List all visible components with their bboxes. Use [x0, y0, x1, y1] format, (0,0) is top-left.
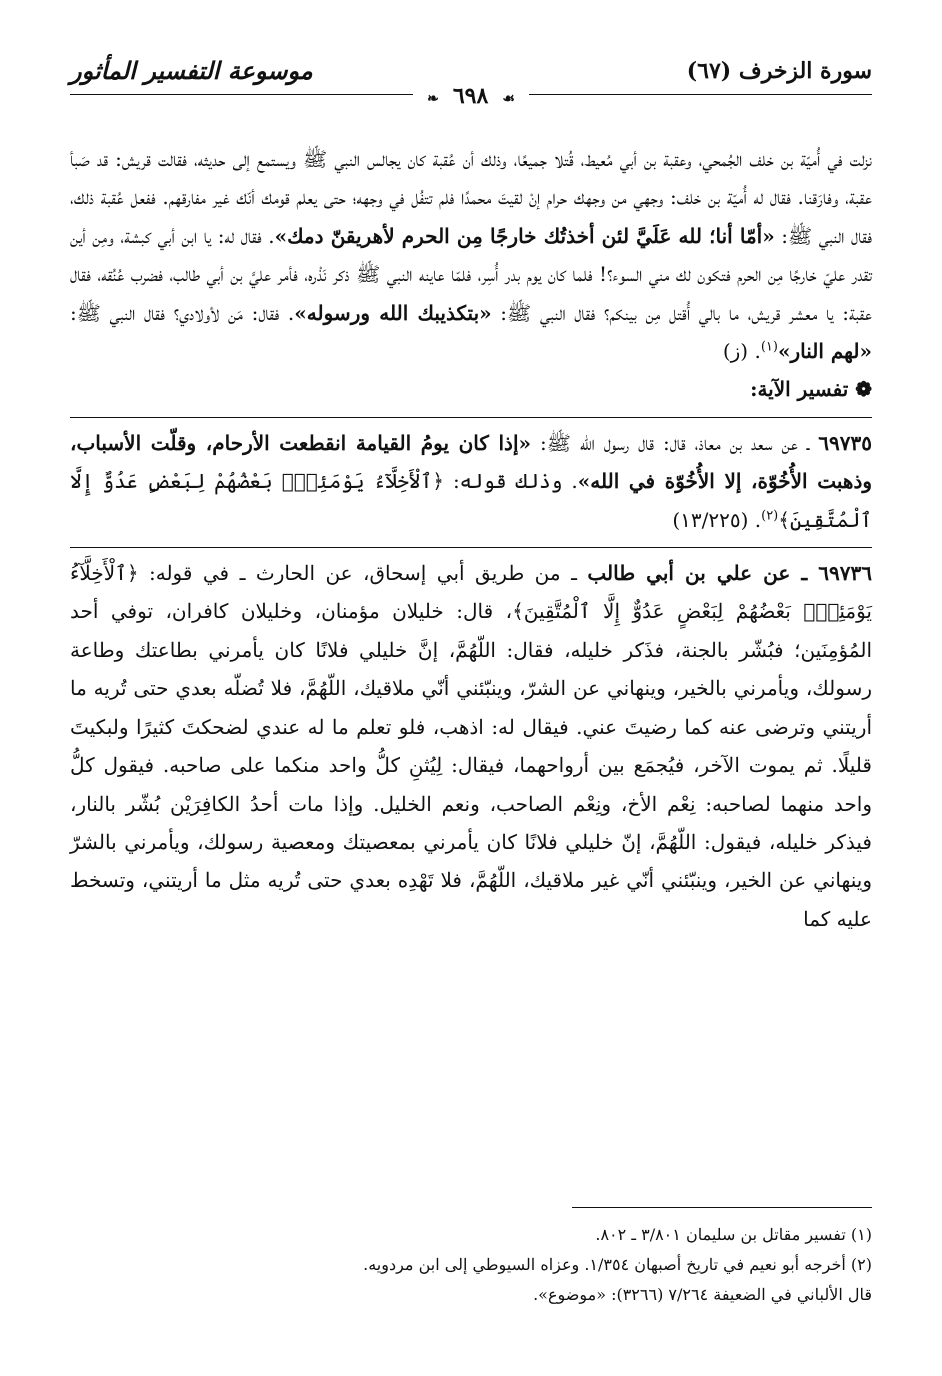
verse-ref: (٦٧) [686, 58, 732, 84]
entry-text: ـ من طريق أبي إسحاق، عن الحارث ـ في قوله: [138, 561, 588, 586]
footnote-1: (١) تفسير مقاتل بن سليمان ٣/٨٠١ ـ ٨٠٢. [595, 1225, 872, 1244]
surah-title: سورة الزخرف [738, 58, 872, 84]
hadith-quote: «إذا كان يومُ القيامة انقطعت الأرحام، وقلّت الأسباب، وذهبت الأُخُوّة، إلا الأُخُوّة في الله» [70, 430, 873, 494]
footnote-2-note: قال الألباني في الضعيفة ٧/٢٦٤ (٣٢٦٦): «موضوع». [533, 1285, 872, 1304]
intro-paragraph [70, 140, 872, 370]
surah-header [687, 58, 872, 84]
entry-69735 [70, 424, 872, 539]
entry-text: . وذلك قوله: [443, 469, 578, 494]
entry-text: ، قال: خليلان مؤمنان، وخليلان كافران، توفي أحد المُؤمِنَين؛ فبُشّر بالجنة، فذَكر خليله، فقال: اللّهُمَّ، إنَّ خليلي فلانًا كان يأمرني بطاعتك وطاعة رسولك، ويأمرني بالخير، وينهاني عن الشرّ، وينبّئني أنّي ملاقيك، اللّهُمَّ، فلا تُضلّه بعدي حتى تُريه ما أريتني وترضى عنه كما رضيتَ عني. فيقال له: اذهب، فلو تعلم ما له عندي لضحكتَ كثيرًا ولبكيتَ قليلًا. ثم يموت الآخر، فيُجمَع بين أرواحهما، فيقال: لِيُثنِ كلُّ واحد منكما على صاحبه. فيقول كلُّ واحد منهما لصاحبه: نِعْم الأخ، ونِعْم الصاحب، ونعم الخليل. وإذا مات أحدُ الكافِرَيْن بُشّر بالنار، فيذكر خليله، فيقول: اللّهُمَّ، إنّ خليلي فلانًا كان يأمرني بمعصيتك ومعصية رسولك، ويأمرني بالشرّ وينهاني عن الخير، وينبّئني أنّي غير ملاقيك، اللّهُمَّ، فلا تَهْدِه بعدي حتى تُريه مثل ما أريتني، وتسخط عليه كما [70, 599, 872, 931]
intro-text-b: . فقال له: يا ابن أبي كبشة، ومِن أين تقدر عليّ خارجًا مِن الحرم فتكون لك مني السوء؟! فلما كان يوم بدر أُسِر، فلمّا عاينه النبي ﷺ ذكر نَذْره، فأمر عليَّ بن أبي طالب، فضرب عُنُقه، فقال عقبة: يا معشر قريش، ما بالي أُقتل مِن بينكم؟ فقال النبي ﷺ: [70, 223, 873, 325]
ornament-left-icon: ❧ [423, 91, 443, 107]
ornament-right-icon: ☙ [498, 91, 519, 107]
page-number-box [0, 83, 942, 109]
quran-verse: ﴿ٱلْأَخِلَّآءُ يَوْمَئِذِۭ بَعْضُهُمْ لِبَعْضٍ عَدُوٌّ إِلَّا ٱلْمُتَّقِينَ﴾ [70, 469, 872, 532]
hadith-quote-c: «لهم النار» [777, 339, 872, 364]
footnotes [70, 1220, 872, 1310]
section-title: ❁ تفسير الآية: [750, 377, 872, 402]
hadith-quote-b: «بتكذيبك الله ورسوله» [294, 300, 492, 325]
section-divider [70, 417, 872, 418]
entry-69736 [70, 554, 872, 938]
quran-verse: ﴿ٱلْأَخِلَّآءُ يَوْمَئِذِۭ بَعْضُهُمْ لِبَعْضٍ عَدُوٌّ إِلَّا ٱلْمُتَّقِينَ﴾ [70, 561, 872, 624]
footnote-rule [572, 1207, 872, 1208]
book-title: موسوعة التفسير المأثور [70, 56, 313, 85]
entry-number: ٦٩٧٣٦ [818, 561, 872, 586]
volume-ref: . (١٣/٢٢٥) [672, 507, 762, 532]
entry-number: ٦٩٧٣٥ [818, 430, 872, 455]
entry-text: ـ عن سعد بن معاذ، قال: قال رسول الله ﷺ: [531, 430, 819, 455]
main-text [70, 140, 872, 938]
intro-text-c: . فقال: مَن لأولادي؟ فقال النبي ﷺ: [70, 300, 295, 325]
narrator: ـ عن علي بن أبي طالب [587, 561, 819, 586]
intro-text-a: نزلت في أُميّة بن خلف الجُمحي، وعقبة بن أبي مُعيط، قُتلا جميعًا، وذلك أن عُقبة كان يجالس النبي ﷺ ويستمع إلى حديثه، فقالت قريش: قد صَبأ عقبة، وفارَقنا. فقال له أُميّة بن خلف: وجهي من وجهك حرام إنْ لقيتَ محمدًا فلم تتفُل في وجهه؛ حتى يعلم قومك أنّك غير مفارقهم. ففعل عُقبة ذلك، فقال النبي ﷺ: [70, 147, 873, 248]
page-number: ٦٩٨ [443, 83, 498, 109]
footnote-marker-2[interactable]: (٢) [761, 508, 779, 523]
footnote-marker-1[interactable]: (١) [760, 339, 778, 355]
hadith-quote-a: «أمّا أنا؛ لله عَلَيَّ لئن أخذتُك خارجًا مِن الحرم لأهريقنّ دمك» [274, 223, 775, 248]
entry-divider [70, 547, 872, 548]
footnote-2: (٢) أخرجه أبو نعيم في تاريخ أصبهان ١/٣٥٤. وعزاه السيوطي إلى ابن مردويه. [363, 1255, 872, 1274]
intro-tail: . (ز) [722, 339, 761, 364]
